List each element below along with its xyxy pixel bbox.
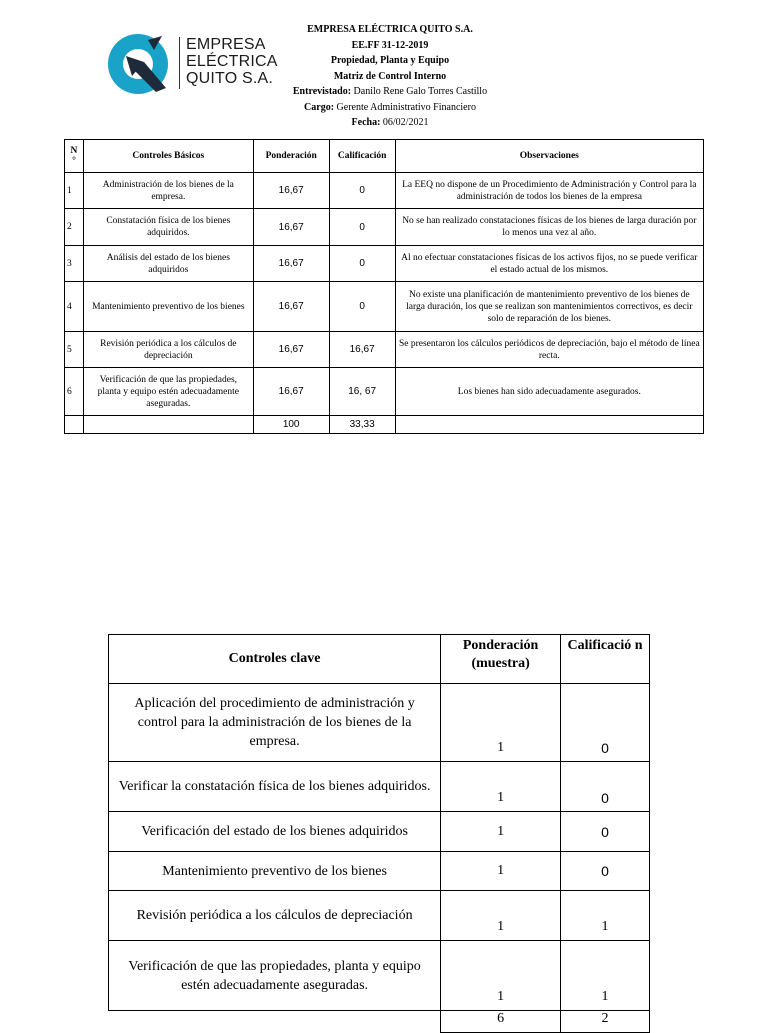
row-weight: 1 <box>441 812 561 852</box>
row-score: 0 <box>329 246 395 282</box>
table-row <box>109 812 650 852</box>
row-observation: La EEQ no dispone de un Procedimiento de Administración y Control para la administración de todos los bienes de la empresa <box>395 173 703 209</box>
row-observation: Los bienes han sido adecuadamente asegurados. <box>395 368 703 416</box>
key-controls-table <box>108 634 650 1033</box>
company-name: EMPRESA ELÉCTRICA QUITO S.A. <box>307 24 473 35</box>
eeq-logo-icon <box>104 32 176 98</box>
header-score: Calificación <box>329 140 395 173</box>
row-weight: 16,67 <box>253 246 329 282</box>
logo-divider <box>179 37 180 89</box>
row-control: Administración de los bienes de la empresa. <box>83 173 253 209</box>
row-score: 1 <box>561 941 650 1011</box>
table-row <box>109 684 650 762</box>
interviewee-label: Entrevistado: <box>292 86 352 97</box>
row-score: 0 <box>561 684 650 762</box>
total-score: 2 <box>561 1011 650 1033</box>
row-control: Mantenimiento preventivo de los bienes <box>83 282 253 332</box>
table-row <box>109 891 650 941</box>
row-score: 16,67 <box>329 332 395 368</box>
header-weight: Ponderación <box>253 140 329 173</box>
row-control: Revisión periódica a los cálculos de depreciación <box>83 332 253 368</box>
document-header <box>240 22 540 131</box>
totals-obs-empty <box>395 416 703 434</box>
row-observation: No existe una planificación de mantenimiento preventivo de los bienes de larga duración, los que se realizan son mantenimientos correctivos, es decir solo de reparación de los bienes. <box>395 282 703 332</box>
header-score: Calificació n <box>561 635 650 684</box>
row-control: Análisis del estado de los bienes adquiridos <box>83 246 253 282</box>
logo-line-3: QUITO S.A. <box>186 70 274 87</box>
row-weight: 1 <box>441 684 561 762</box>
row-observation: Se presentaron los cálculos periódicos de depreciación, bajo el método de línea recta. <box>395 332 703 368</box>
row-score: 0 <box>561 852 650 891</box>
section-title: Propiedad, Planta y Equipo <box>330 55 450 66</box>
total-weight: 6 <box>441 1011 561 1033</box>
role-value: Gerente Administrativo Financiero <box>334 101 476 113</box>
table-row <box>65 246 704 282</box>
row-control: Verificación de que las propiedades, planta y equipo estén adecuadamente aseguradas. <box>109 941 441 1011</box>
table-header-row <box>109 635 650 684</box>
row-weight: 1 <box>441 941 561 1011</box>
row-score: 0 <box>561 812 650 852</box>
table-row <box>109 762 650 812</box>
interviewee-line <box>240 84 540 100</box>
row-control: Revisión periódica a los cálculos de depreciación <box>109 891 441 941</box>
row-control: Verificación del estado de los bienes adquiridos <box>109 812 441 852</box>
interviewee-value: Danilo Rene Galo Torres Castillo <box>351 86 488 97</box>
date-label: Fecha: <box>351 117 381 128</box>
row-no: 4 <box>65 282 84 332</box>
header-no: N ° <box>65 140 84 173</box>
logo-line-2: ELÉCTRICA <box>186 53 278 70</box>
row-control: Mantenimiento preventivo de los bienes <box>109 852 441 891</box>
table-row <box>109 941 650 1011</box>
row-control: Verificar la constatación física de los bienes adquiridos. <box>109 762 441 812</box>
header-controls: Controles Básicos <box>83 140 253 173</box>
matrix-title: Matriz de Control Interno <box>333 70 447 82</box>
header-sample-weight: Ponderación (muestra) <box>441 635 561 684</box>
row-weight: 16,67 <box>253 209 329 246</box>
financial-ref: EE.FF 31-12-2019 <box>351 39 429 51</box>
totals-label-empty <box>83 416 253 434</box>
row-control: Constatación física de los bienes adquiridos. <box>83 209 253 246</box>
date-line <box>240 115 540 131</box>
row-weight: 1 <box>441 852 561 891</box>
table-row <box>65 173 704 209</box>
row-control: Verificación de que las propiedades, planta y equipo estén adecuadamente aseguradas. <box>83 368 253 416</box>
totals-no-empty <box>65 416 84 434</box>
totals-label-empty <box>109 1011 441 1033</box>
role-label: Cargo: <box>304 101 335 113</box>
row-control: Aplicación del procedimiento de administración y control para la administración de los bienes de la empresa. <box>109 684 441 762</box>
date-value: 06/02/2021 <box>380 117 429 128</box>
row-observation: Al no efectuar constataciones físicas de los activos fijos, no se puede verificar el estado actual de los mismos. <box>395 246 703 282</box>
row-weight: 16,67 <box>253 368 329 416</box>
table-row <box>65 368 704 416</box>
header-key-controls: Controles clave <box>109 635 441 684</box>
row-no: 3 <box>65 246 84 282</box>
row-no: 6 <box>65 368 84 416</box>
row-no: 1 <box>65 173 84 209</box>
table-header-row <box>65 140 704 173</box>
table-row <box>65 209 704 246</box>
row-no: 5 <box>65 332 84 368</box>
table-row <box>65 332 704 368</box>
row-score: 1 <box>561 891 650 941</box>
row-score: 0 <box>329 173 395 209</box>
logo-line-1: EMPRESA <box>186 36 266 53</box>
header-observations: Observaciones <box>395 140 703 173</box>
role-line <box>240 100 540 116</box>
row-weight: 1 <box>441 762 561 812</box>
row-no: 2 <box>65 209 84 246</box>
table-row <box>109 852 650 891</box>
row-score: 0 <box>329 209 395 246</box>
total-weight: 100 <box>253 416 329 434</box>
totals-row <box>65 416 704 434</box>
basic-controls-table <box>64 139 704 434</box>
totals-row <box>109 1011 650 1033</box>
row-weight: 16,67 <box>253 282 329 332</box>
row-weight: 16,67 <box>253 332 329 368</box>
row-score: 0 <box>561 762 650 812</box>
table-row <box>65 282 704 332</box>
row-weight: 1 <box>441 891 561 941</box>
total-score: 33,33 <box>329 416 395 434</box>
row-score: 16, 67 <box>329 368 395 416</box>
row-score: 0 <box>329 282 395 332</box>
row-observation: No se han realizado constataciones físicas de los bienes de larga duración por lo menos una vez al año. <box>395 209 703 246</box>
row-weight: 16,67 <box>253 173 329 209</box>
